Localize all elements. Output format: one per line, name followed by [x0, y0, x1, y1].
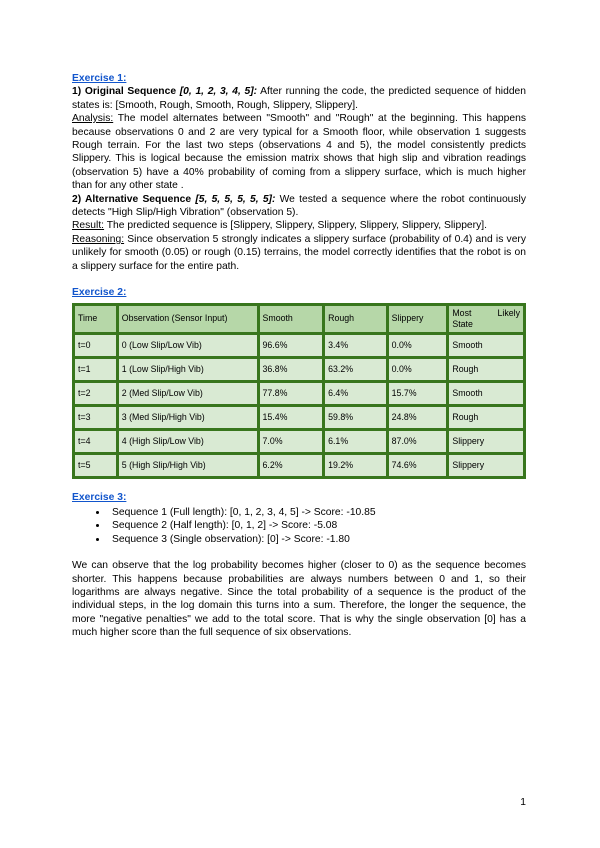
original-sequence-text: After running the code, the predicted sequence of hidden states is: [Smooth, Rough, Smooth, Rough, Slippery, Slippery]. — [72, 86, 526, 111]
reasoning-text: Since observation 5 strongly indicates a slippery surface (probability of 0.4) and is very unlikely for smooth (0.05) or rough (0.15) terrains, the model correctly identifies that the robot is on a slippery surface for the entire path. — [72, 233, 526, 272]
header-time: Time — [74, 304, 118, 333]
result-text: The predicted sequence is [Slippery, Slippery, Slippery, Slippery, Slippery, Slippery]. — [104, 220, 487, 232]
table-cell-obs: 1 (Low Slip/High Vib) — [117, 357, 258, 381]
exercise-2-heading: Exercise 2: — [72, 287, 127, 299]
probability-table — [72, 303, 526, 479]
table-cell-smooth: 77.8% — [258, 381, 324, 405]
document-page — [72, 72, 526, 640]
table-cell-obs: 4 (High Slip/Low Vib) — [117, 429, 258, 453]
table-row — [74, 381, 525, 405]
exercise-1-heading: Exercise 1: — [72, 73, 127, 84]
table-cell-smooth: 96.6% — [258, 333, 324, 357]
table-cell-obs: 0 (Low Slip/Low Vib) — [117, 333, 258, 357]
table-cell-obs: 5 (High Slip/High Vib) — [117, 453, 258, 477]
header-smooth: Smooth — [258, 304, 324, 333]
conclusion-paragraph: We can observe that the log probability becomes higher (closer to 0) as the sequence becomes shorter. This happens because probabilities are always numbers between 0 and 1, so their logarithms are always negative. Since the total probability of a sequence is the product of the individual steps, in the log domain this turns into a sum. Therefore, the longer the sequence, the more "negative penalties" we add to the total score. That is why the single observation [0] has a much higher score than the full sequence of six observations. — [72, 560, 526, 639]
table-cell-smooth: 36.8% — [258, 357, 324, 381]
table-row — [74, 453, 525, 477]
table-cell-state: Slippery — [448, 453, 525, 477]
table-row — [74, 357, 525, 381]
table-cell-smooth: 6.2% — [258, 453, 324, 477]
table-cell-time: t=4 — [74, 429, 118, 453]
table-cell-state: Smooth — [448, 381, 525, 405]
table-row — [74, 429, 525, 453]
table-cell-state: Rough — [448, 357, 525, 381]
analysis-text: The model alternates between "Smooth" and "Rough" at the beginning. This happens because observations 0 and 2 are very typical for a Smooth floor, while observation 1 suggests Rough terrain. For the last two steps (observations 4 and 5), the model consistently predicts Slippery. This is logical because the emission matrix shows that high slip and vibration readings (observation 5) have a 40% probability of coming from a slippery surface, which is much higher than for any other state . — [72, 113, 526, 192]
table-cell-time: t=3 — [74, 405, 118, 429]
result-label: Result: — [72, 220, 105, 232]
reasoning-label: Reasoning: — [72, 233, 125, 245]
table-cell-slippery: 74.6% — [387, 453, 448, 477]
table-row — [74, 333, 525, 357]
table-cell-smooth: 15.4% — [258, 405, 324, 429]
table-cell-state: Rough — [448, 405, 525, 429]
list-item: • Sequence 2 (Half length): [0, 1, 2] -> Score: -5.08 — [108, 519, 526, 532]
table-row — [74, 405, 525, 429]
table-cell-rough: 6.1% — [324, 429, 388, 453]
table-cell-time: t=5 — [74, 453, 118, 477]
original-sequence-value: [0, 1, 2, 3, 4, 5]: — [179, 86, 258, 98]
table-body — [74, 333, 525, 477]
table-cell-obs: 3 (Med Slip/High Vib) — [117, 405, 258, 429]
table-cell-time: t=2 — [74, 381, 118, 405]
table-cell-rough: 59.8% — [324, 405, 388, 429]
header-most-likely-state — [448, 304, 525, 333]
table-cell-obs: 2 (Med Slip/Low Vib) — [117, 381, 258, 405]
table-cell-rough: 19.2% — [324, 453, 388, 477]
table-cell-slippery: 87.0% — [387, 429, 448, 453]
table-cell-time: t=0 — [74, 333, 118, 357]
table-cell-state: Smooth — [448, 333, 525, 357]
analysis-paragraph — [72, 112, 526, 192]
alternative-sequence-value: [5, 5, 5, 5, 5, 5]: — [195, 193, 276, 205]
header-rough: Rough — [324, 304, 388, 333]
header-state-word: State — [452, 318, 473, 329]
table-cell-slippery: 0.0% — [387, 357, 448, 381]
result-paragraph — [72, 219, 526, 232]
table-cell-rough: 6.4% — [324, 381, 388, 405]
table-cell-time: t=1 — [74, 357, 118, 381]
table-cell-state: Slippery — [448, 429, 525, 453]
exercise-3-heading: Exercise 3: — [72, 491, 127, 503]
header-most-word: Most — [452, 307, 472, 318]
original-sequence-paragraph — [72, 85, 526, 112]
alternative-sequence-text: We tested a sequence where the robot continuously detects "High Slip/High Vibration" (observation 5). — [72, 193, 526, 219]
table-cell-rough: 63.2% — [324, 357, 388, 381]
table-cell-smooth: 7.0% — [258, 429, 324, 453]
list-item: • Sequence 3 (Single observation): [0] -> Score: -1.80 — [108, 533, 526, 546]
analysis-label: Analysis: — [72, 113, 114, 125]
table-cell-slippery: 15.7% — [387, 381, 448, 405]
header-observation: Observation (Sensor Input) — [117, 304, 258, 333]
alternative-sequence-paragraph — [72, 193, 526, 220]
table-cell-slippery: 24.8% — [387, 405, 448, 429]
list-item: • Sequence 1 (Full length): [0, 1, 2, 3, 4, 5] -> Score: -10.85 — [108, 506, 526, 519]
reasoning-paragraph — [72, 233, 526, 273]
page-number: 1 — [520, 797, 526, 808]
header-slippery: Slippery — [387, 304, 448, 333]
score-list — [72, 506, 526, 546]
alternative-sequence-label: 2) Alternative Sequence — [72, 193, 192, 205]
table-cell-slippery: 0.0% — [387, 333, 448, 357]
table-header-row — [74, 304, 525, 333]
table-cell-rough: 3.4% — [324, 333, 388, 357]
original-sequence-label: 1) Original Sequence — [72, 86, 177, 98]
header-likely-word: Likely — [497, 307, 520, 318]
